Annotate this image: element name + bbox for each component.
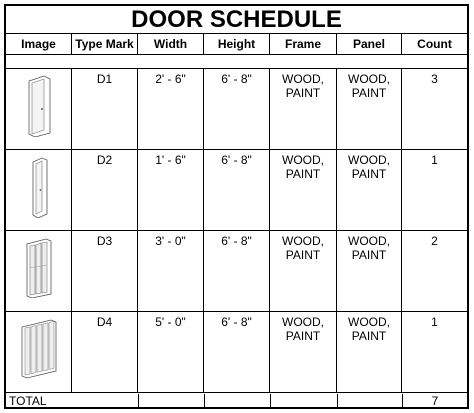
frame-text: PAINT	[285, 248, 321, 262]
panel-text: PAINT	[351, 248, 387, 262]
total-count: 7	[402, 394, 467, 409]
count-cell: 1	[402, 312, 467, 393]
count-cell: 1	[402, 150, 467, 231]
type-mark-cell: D1	[72, 69, 138, 150]
image-cell	[6, 69, 72, 150]
frame-text: PAINT	[285, 329, 321, 343]
total-divider	[270, 394, 271, 409]
column-header-panel: Panel	[337, 34, 402, 55]
schedule-title: DOOR SCHEDULE	[6, 6, 467, 34]
frame-cell	[270, 312, 337, 393]
width-cell: 2' - 6"	[138, 69, 204, 150]
panel-text: PAINT	[351, 329, 387, 343]
count-cell: 3	[402, 69, 467, 150]
image-cell	[6, 231, 72, 312]
frame-text: WOOD,	[282, 315, 324, 329]
frame-text: PAINT	[285, 86, 321, 100]
frame-cell	[270, 69, 337, 150]
total-row	[6, 394, 467, 409]
width-cell: 3' - 0"	[138, 231, 204, 312]
frame-text: WOOD,	[282, 153, 324, 167]
frame-text: WOOD,	[282, 234, 324, 248]
total-divider	[204, 394, 205, 409]
width-cell: 5' - 0"	[138, 312, 204, 393]
height-cell: 6' - 8"	[204, 69, 270, 150]
image-cell	[6, 312, 72, 393]
total-divider	[337, 394, 338, 409]
column-header-type-mark: Type Mark	[72, 34, 138, 55]
width-cell: 1' - 6"	[138, 150, 204, 231]
column-header-count: Count	[402, 34, 467, 55]
frame-text: PAINT	[285, 167, 321, 181]
bifold-door-icon	[24, 238, 54, 298]
column-header-frame: Frame	[270, 34, 337, 55]
type-mark-cell: D4	[72, 312, 138, 393]
panel-cell	[337, 150, 402, 231]
type-mark-cell: D2	[72, 150, 138, 231]
height-cell: 6' - 8"	[204, 231, 270, 312]
total-divider	[138, 394, 139, 409]
header-spacer-row	[6, 55, 467, 69]
panel-text: WOOD,	[348, 72, 390, 86]
frame-cell	[270, 231, 337, 312]
frame-text: WOOD,	[282, 72, 324, 86]
double-bifold-door-icon	[19, 319, 59, 379]
column-header-image: Image	[6, 34, 72, 55]
door-schedule-table	[4, 4, 469, 409]
column-header-height: Height	[204, 34, 270, 55]
panel-text: PAINT	[351, 86, 387, 100]
panel-cell	[337, 312, 402, 393]
narrow-door-icon	[28, 156, 50, 218]
panel-cell	[337, 231, 402, 312]
panel-text: PAINT	[351, 167, 387, 181]
single-door-panel-icon	[26, 75, 52, 137]
frame-cell	[270, 150, 337, 231]
total-label: TOTAL	[9, 394, 47, 408]
height-cell: 6' - 8"	[204, 312, 270, 393]
height-cell: 6' - 8"	[204, 150, 270, 231]
panel-text: WOOD,	[348, 315, 390, 329]
image-cell	[6, 150, 72, 231]
panel-cell	[337, 69, 402, 150]
type-mark-cell: D3	[72, 231, 138, 312]
panel-text: WOOD,	[348, 234, 390, 248]
panel-text: WOOD,	[348, 153, 390, 167]
count-cell: 2	[402, 231, 467, 312]
column-header-width: Width	[138, 34, 204, 55]
